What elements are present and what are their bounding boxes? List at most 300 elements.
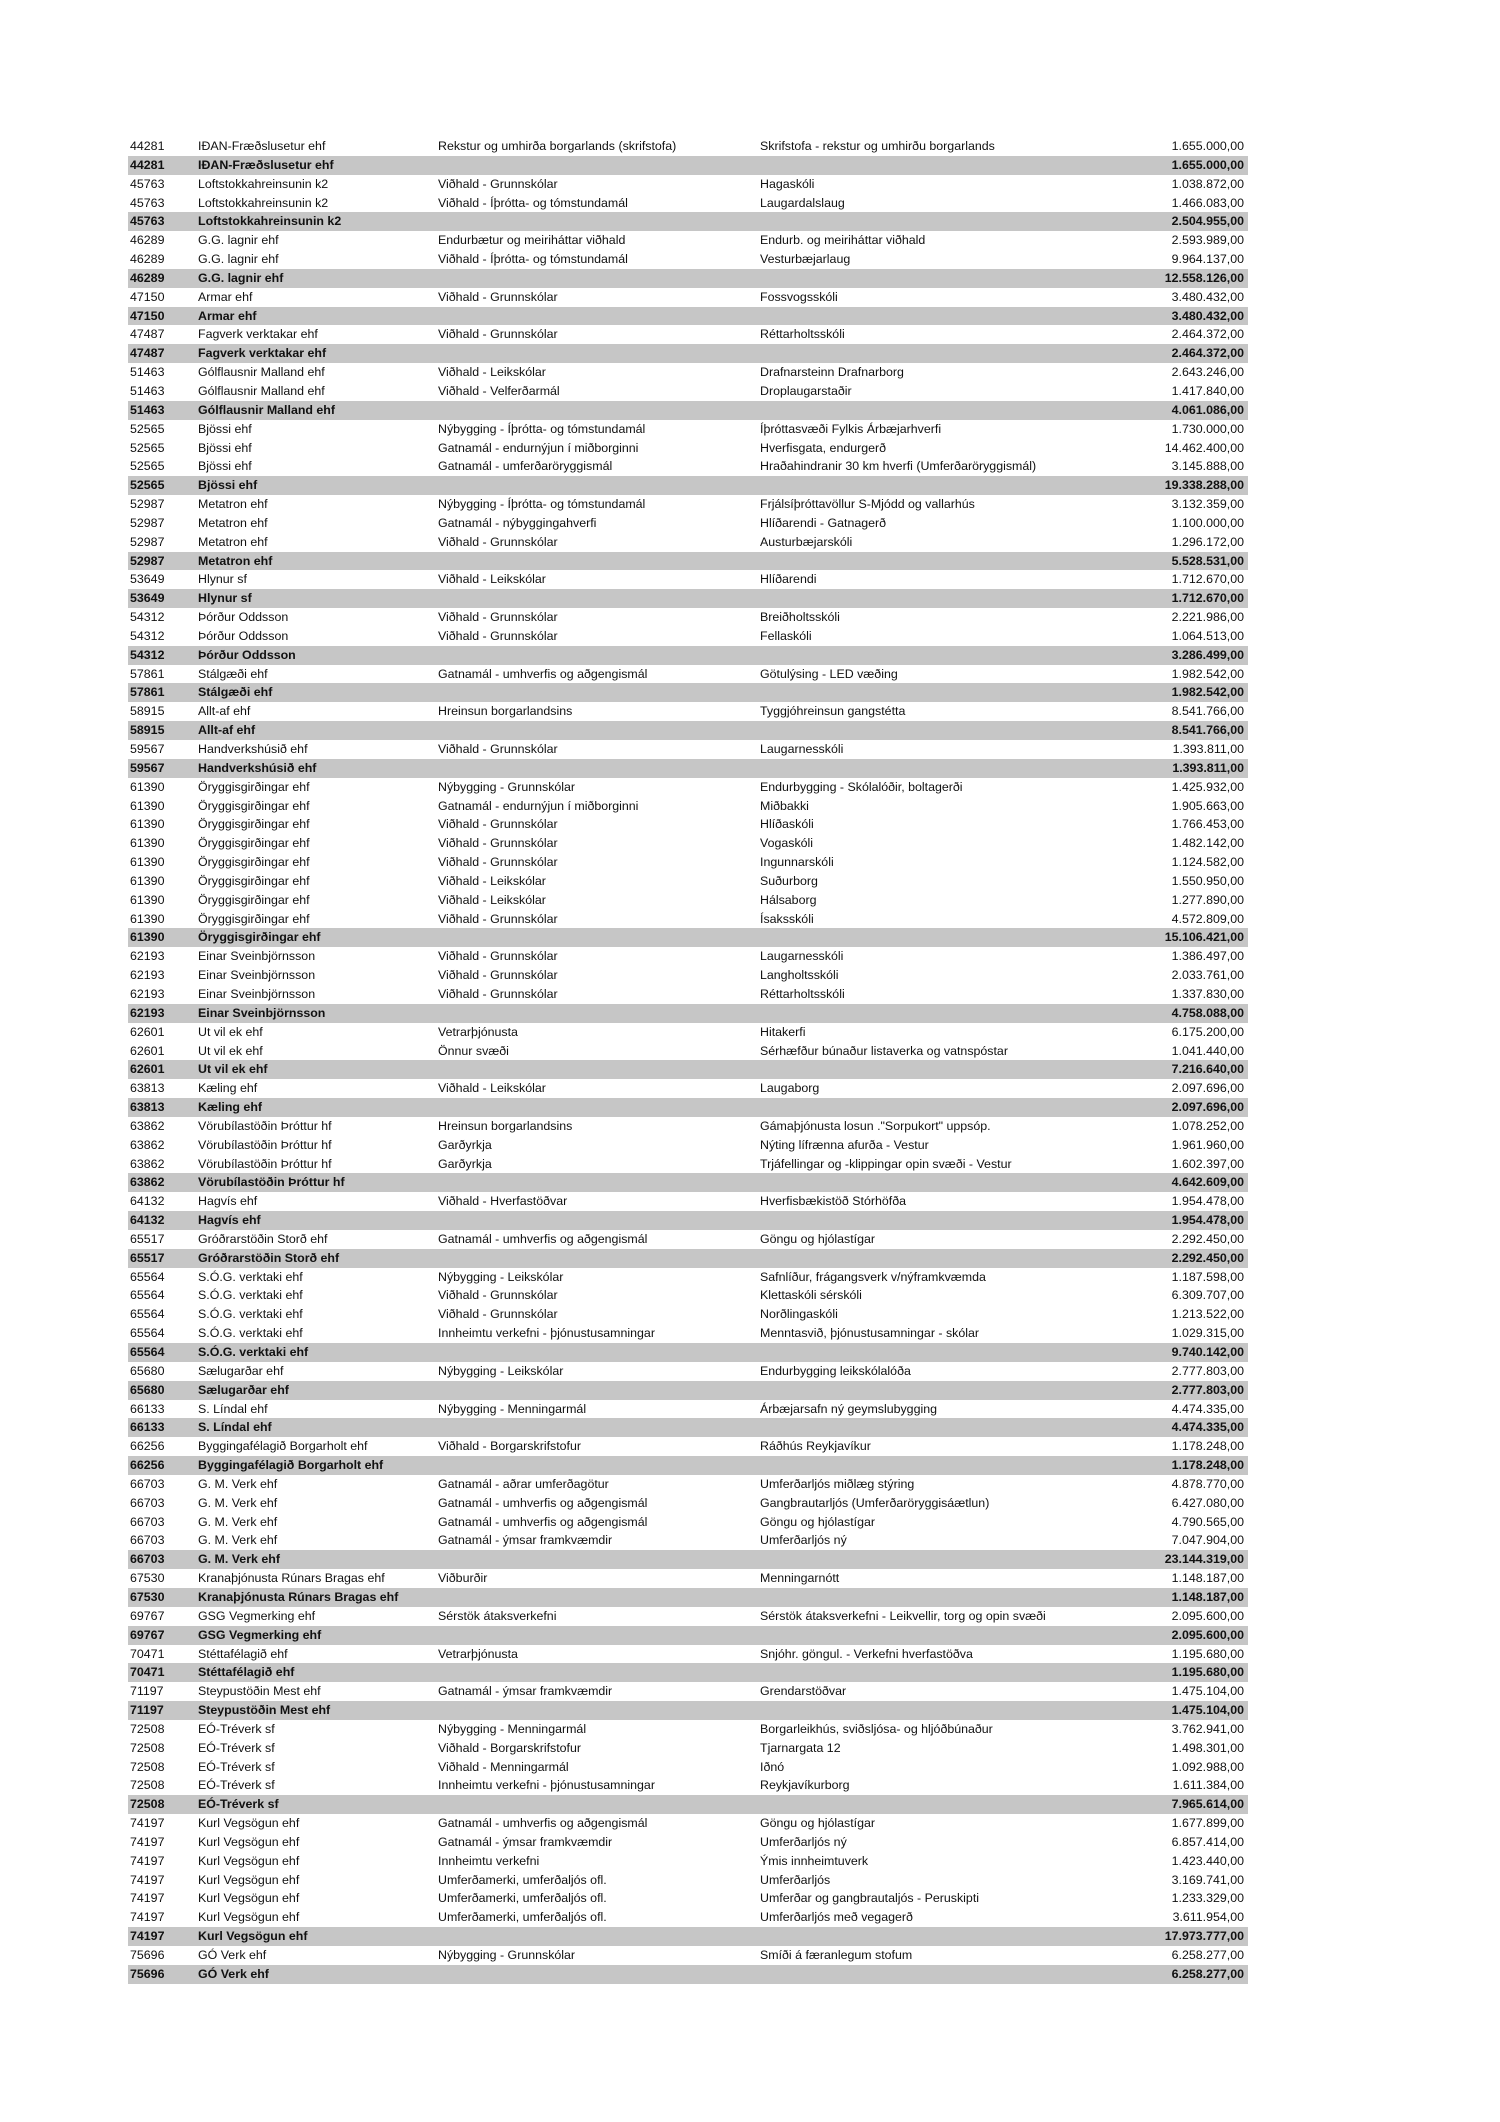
vendor-name-cell: S.Ó.G. verktaki ehf: [198, 1326, 303, 1341]
vendor-id-cell: 65564: [130, 1269, 165, 1284]
vendor-id-cell: 72508: [128, 1795, 196, 1814]
project-cell: [758, 212, 1098, 231]
vendor-name-cell: G. M. Verk ehf: [198, 1514, 278, 1529]
vendor-name-cell: Allt-af ehf: [198, 704, 251, 719]
vendor-id-cell: 54312: [128, 646, 196, 665]
project-cell: [758, 1004, 1098, 1023]
project-cell: Laugarnesskóli: [760, 742, 844, 756]
category-cell: [436, 212, 758, 231]
amount-cell: 7.216.640,00: [1098, 1060, 1248, 1079]
vendor-name-cell: Kurl Vegsögun ehf: [198, 1910, 300, 1925]
project-cell: [758, 1626, 1098, 1645]
amount-cell: 2.033.761,00: [1171, 968, 1244, 983]
subtotal-row: [128, 1663, 1248, 1682]
table-row: [128, 439, 1248, 458]
category-cell: [436, 721, 758, 740]
subtotal-row: [128, 1249, 1248, 1268]
table-row: [128, 1607, 1248, 1626]
table-row: [128, 1494, 1248, 1513]
vendor-id-cell: 74197: [130, 1910, 165, 1925]
vendor-id-cell: 66703: [128, 1550, 196, 1569]
table-row: [128, 1042, 1248, 1061]
project-cell: Umferðarljós ný: [760, 1834, 847, 1849]
category-cell: [436, 1060, 758, 1079]
vendor-name-cell: Byggingafélagið Borgarholt ehf: [196, 1456, 436, 1475]
vendor-name-cell: Bjössi ehf: [198, 421, 252, 436]
vendor-name-cell: Steypustöðin Mest ehf: [198, 1684, 321, 1699]
table-row: [128, 1682, 1248, 1701]
project-cell: Safnlíður, frágangsverk v/nýframkvæmda: [760, 1269, 986, 1284]
project-cell: [758, 1965, 1098, 1984]
category-cell: [436, 344, 758, 363]
vendor-id-cell: 62193: [130, 949, 165, 964]
vendor-name-cell: EÓ-Tréverk sf: [198, 1778, 275, 1793]
category-cell: Viðhald - Grunnskólar: [438, 1288, 558, 1303]
vendor-name-cell: Kurl Vegsögun ehf: [198, 1891, 300, 1906]
amount-cell: 2.593.989,00: [1171, 233, 1244, 248]
table-row: [128, 853, 1248, 872]
project-cell: Sérstök átaksverkefni - Leikvellir, torg og opin svæði: [760, 1608, 1046, 1623]
category-cell: Vetrarþjónusta: [438, 1646, 518, 1661]
table-row: [128, 194, 1248, 213]
vendor-id-cell: 59567: [128, 759, 196, 778]
vendor-name-cell: GÓ Verk ehf: [196, 1965, 436, 1984]
project-cell: Tjarnargata 12: [760, 1740, 841, 1755]
category-cell: [436, 1701, 758, 1720]
project-cell: [758, 269, 1098, 288]
category-cell: Gatnamál - nýbyggingahverfi: [438, 515, 597, 530]
vendor-id-cell: 64132: [130, 1194, 165, 1209]
project-cell: Menningarnótt: [760, 1571, 840, 1586]
category-cell: Gatnamál - ýmsar framkvæmdir: [438, 1533, 613, 1548]
amount-cell: 1.475.104,00: [1098, 1701, 1248, 1720]
category-cell: Viðhald - Borgarskrifstofur: [438, 1439, 582, 1454]
amount-cell: 1.195.680,00: [1171, 1646, 1244, 1661]
category-cell: Viðhald - Grunnskólar: [438, 628, 558, 643]
project-cell: Íþróttasvæði Fylkis Árbæjarhverfi: [760, 421, 942, 436]
vendor-name-cell: Hlynur sf: [196, 589, 436, 608]
subtotal-row: [128, 1701, 1248, 1720]
project-cell: Umferðarljós miðlæg stýring: [760, 1476, 915, 1491]
project-cell: [758, 1795, 1098, 1814]
vendor-id-cell: 69767: [128, 1626, 196, 1645]
amount-cell: 2.777.803,00: [1171, 1363, 1244, 1378]
amount-cell: 1.961.960,00: [1171, 1137, 1244, 1152]
table-row: [128, 250, 1248, 269]
vendor-id-cell: 61390: [128, 928, 196, 947]
vendor-name-cell: Gólflausnir Malland ehf: [196, 401, 436, 420]
vendor-id-cell: 70471: [128, 1663, 196, 1682]
table-row: [128, 1400, 1248, 1419]
project-cell: Réttarholtsskóli: [760, 327, 845, 342]
subtotal-row: [128, 1418, 1248, 1437]
amount-cell: 1.038.872,00: [1171, 176, 1244, 191]
table-row: [128, 1362, 1248, 1381]
table-row: [128, 457, 1248, 476]
amount-cell: 4.572.809,00: [1171, 911, 1244, 926]
vendor-id-cell: 74197: [130, 1891, 165, 1906]
category-cell: Viðhald - Leikskólar: [438, 1081, 546, 1096]
amount-cell: 1.655.000,00: [1171, 139, 1244, 153]
category-cell: Viðhald - Grunnskólar: [438, 176, 558, 191]
amount-cell: 1.064.513,00: [1171, 628, 1244, 643]
vendor-name-cell: Kurl Vegsögun ehf: [198, 1834, 300, 1849]
subtotal-row: [128, 1098, 1248, 1117]
vendor-name-cell: EÓ-Tréverk sf: [198, 1721, 275, 1736]
amount-cell: 1.954.478,00: [1171, 1194, 1244, 1209]
category-cell: Innheimtu verkefni - þjónustusamningar: [438, 1326, 655, 1341]
amount-cell: 2.464.372,00: [1098, 344, 1248, 363]
subtotal-row: [128, 552, 1248, 571]
payments-table: [128, 137, 1248, 1984]
category-cell: [436, 1211, 758, 1230]
amount-cell: 8.541.766,00: [1171, 704, 1244, 719]
table-row: [128, 1079, 1248, 1098]
category-cell: Önnur svæði: [438, 1043, 509, 1058]
project-cell: Klettaskóli sérskóli: [760, 1288, 862, 1303]
amount-cell: 1.466.083,00: [1171, 195, 1244, 210]
vendor-id-cell: 58915: [128, 721, 196, 740]
vendor-name-cell: Einar Sveinbjörnsson: [196, 1004, 436, 1023]
vendor-name-cell: Kurl Vegsögun ehf: [196, 1927, 436, 1946]
project-cell: Droplaugarstaðir: [760, 383, 852, 398]
vendor-name-cell: G. M. Verk ehf: [198, 1476, 278, 1491]
project-cell: Hlíðarendi: [760, 572, 817, 587]
category-cell: Nýbygging - Leikskólar: [438, 1363, 564, 1378]
vendor-name-cell: Kurl Vegsögun ehf: [198, 1816, 300, 1831]
amount-cell: 12.558.126,00: [1098, 269, 1248, 288]
vendor-name-cell: IÐAN-Fræðslusetur ehf: [198, 139, 326, 153]
vendor-id-cell: 52565: [130, 421, 165, 436]
vendor-id-cell: 66703: [130, 1533, 165, 1548]
amount-cell: 6.175.200,00: [1171, 1024, 1244, 1039]
category-cell: [436, 1343, 758, 1362]
vendor-name-cell: Metatron ehf: [198, 515, 268, 530]
project-cell: [758, 589, 1098, 608]
amount-cell: 1.423.440,00: [1171, 1853, 1244, 1868]
amount-cell: 1.296.172,00: [1171, 534, 1244, 549]
subtotal-row: [128, 1795, 1248, 1814]
amount-cell: 1.213.522,00: [1171, 1307, 1244, 1322]
amount-cell: 1.386.497,00: [1171, 949, 1244, 964]
amount-cell: 4.061.086,00: [1098, 401, 1248, 420]
category-cell: [436, 1965, 758, 1984]
amount-cell: 6.427.080,00: [1171, 1495, 1244, 1510]
amount-cell: 2.097.696,00: [1098, 1098, 1248, 1117]
vendor-id-cell: 63862: [128, 1173, 196, 1192]
category-cell: Nýbygging - Menningarmál: [438, 1401, 587, 1416]
category-cell: [436, 1795, 758, 1814]
table-row: [128, 1871, 1248, 1890]
table-row: [128, 1645, 1248, 1664]
table-row: [128, 797, 1248, 816]
category-cell: [436, 1173, 758, 1192]
project-cell: Skrifstofa - rekstur og umhirðu borgarlands: [760, 139, 995, 153]
category-cell: Vetrarþjónusta: [438, 1024, 518, 1039]
vendor-name-cell: Einar Sveinbjörnsson: [198, 949, 316, 964]
category-cell: Viðhald - Leikskólar: [438, 873, 546, 888]
vendor-id-cell: 67530: [130, 1571, 165, 1586]
vendor-name-cell: IÐAN-Fræðslusetur ehf: [196, 156, 436, 175]
table-row: [128, 363, 1248, 382]
vendor-name-cell: S.Ó.G. verktaki ehf: [196, 1343, 436, 1362]
amount-cell: 4.878.770,00: [1171, 1476, 1244, 1491]
vendor-id-cell: 65517: [130, 1231, 165, 1246]
table-row: [128, 665, 1248, 684]
amount-cell: 1.766.453,00: [1171, 817, 1244, 832]
project-cell: [758, 552, 1098, 571]
subtotal-row: [128, 1626, 1248, 1645]
vendor-name-cell: Vörubílastöðin Þróttur hf: [196, 1173, 436, 1192]
category-cell: [436, 1550, 758, 1569]
table-row: [128, 1852, 1248, 1871]
project-cell: Suðurborg: [760, 873, 818, 888]
vendor-id-cell: 66133: [128, 1418, 196, 1437]
vendor-id-cell: 65564: [130, 1288, 165, 1303]
vendor-id-cell: 45763: [128, 212, 196, 231]
category-cell: Rekstur og umhirða borgarlands (skrifstofa): [438, 139, 677, 153]
vendor-name-cell: Bjössi ehf: [198, 459, 252, 474]
vendor-id-cell: 58915: [130, 704, 165, 719]
vendor-id-cell: 52987: [130, 515, 165, 530]
amount-cell: 1.092.988,00: [1171, 1759, 1244, 1774]
project-cell: [758, 1701, 1098, 1720]
amount-cell: 1.041.440,00: [1171, 1043, 1244, 1058]
amount-cell: 1.954.478,00: [1098, 1211, 1248, 1230]
vendor-name-cell: Kurl Vegsögun ehf: [198, 1872, 300, 1887]
amount-cell: 1.730.000,00: [1171, 421, 1244, 436]
project-cell: [758, 1211, 1098, 1230]
category-cell: Viðhald - Grunnskólar: [438, 534, 558, 549]
project-cell: Miðbakki: [760, 798, 809, 813]
vendor-id-cell: 75696: [130, 1948, 165, 1962]
table-row: [128, 137, 1248, 156]
table-row: [128, 1155, 1248, 1174]
amount-cell: 3.286.499,00: [1098, 646, 1248, 665]
project-cell: Laugardalslaug: [760, 195, 845, 210]
amount-cell: 2.097.696,00: [1171, 1081, 1244, 1096]
vendor-id-cell: 74197: [130, 1816, 165, 1831]
vendor-name-cell: Öryggisgirðingar ehf: [196, 928, 436, 947]
vendor-id-cell: 61390: [130, 798, 165, 813]
project-cell: Tyggjóhreinsun gangstétta: [760, 704, 906, 719]
category-cell: Gatnamál - aðrar umferðagötur: [438, 1476, 609, 1491]
amount-cell: 1.611.384,00: [1172, 1778, 1244, 1793]
project-cell: Hraðahindranir 30 km hverfi (Umferðaröryggismál): [760, 459, 1037, 474]
vendor-name-cell: Loftstokkahreinsunin k2: [196, 212, 436, 231]
category-cell: Viðhald - Velferðarmál: [438, 383, 560, 398]
vendor-name-cell: Loftstokkahreinsunin k2: [198, 195, 329, 210]
vendor-id-cell: 44281: [128, 156, 196, 175]
project-cell: [758, 1550, 1098, 1569]
amount-cell: 2.643.246,00: [1171, 365, 1244, 380]
category-cell: Viðhald - Grunnskólar: [438, 327, 558, 342]
vendor-name-cell: Öryggisgirðingar ehf: [198, 798, 310, 813]
vendor-id-cell: 66703: [130, 1495, 165, 1510]
category-cell: Nýbygging - Íþrótta- og tómstundamál: [438, 497, 646, 512]
amount-cell: 1.029.315,00: [1171, 1326, 1244, 1341]
vendor-id-cell: 62193: [130, 986, 165, 1001]
category-cell: Viðhald - Grunnskólar: [438, 855, 558, 870]
vendor-name-cell: Vörubílastöðin Þróttur hf: [198, 1156, 332, 1171]
vendor-id-cell: 46289: [130, 233, 165, 248]
vendor-id-cell: 61390: [130, 836, 165, 851]
vendor-name-cell: Öryggisgirðingar ehf: [198, 836, 310, 851]
amount-cell: 1.475.104,00: [1171, 1684, 1244, 1699]
amount-cell: 6.309.707,00: [1171, 1288, 1244, 1303]
table-row: [128, 420, 1248, 439]
category-cell: Viðhald - Menningarmál: [438, 1759, 569, 1774]
category-cell: Nýbygging - Grunnskólar: [438, 1948, 576, 1962]
project-cell: Hverfisbækistöð Stórhöfða: [760, 1194, 907, 1209]
amount-cell: 3.480.432,00: [1171, 289, 1244, 304]
amount-cell: 2.504.955,00: [1098, 212, 1248, 231]
project-cell: Trjáfellingar og -klippingar opin svæði - Vestur: [760, 1156, 1012, 1171]
project-cell: Fossvogsskóli: [760, 289, 838, 304]
table-row: [128, 702, 1248, 721]
category-cell: Viðhald - Grunnskólar: [438, 817, 558, 832]
category-cell: Hreinsun borgarlandsins: [438, 704, 573, 719]
project-cell: Vogaskóli: [760, 836, 814, 851]
table-row: [128, 1286, 1248, 1305]
project-cell: Göngu og hjólastígar: [760, 1514, 876, 1529]
vendor-id-cell: 72508: [130, 1778, 165, 1793]
category-cell: [436, 1004, 758, 1023]
vendor-id-cell: 62193: [128, 1004, 196, 1023]
table-row: [128, 1758, 1248, 1777]
vendor-id-cell: 63813: [128, 1098, 196, 1117]
vendor-name-cell: Hagvís ehf: [198, 1194, 258, 1209]
project-cell: Umferðarljós: [760, 1872, 831, 1887]
vendor-name-cell: Sælugarðar ehf: [198, 1363, 284, 1378]
project-cell: Hagaskóli: [760, 176, 815, 191]
category-cell: Umferðamerki, umferðaljós ofl.: [438, 1872, 607, 1887]
subtotal-row: [128, 1927, 1248, 1946]
table-row: [128, 495, 1248, 514]
table-row: [128, 891, 1248, 910]
vendor-id-cell: 61390: [130, 779, 165, 794]
vendor-name-cell: S.Ó.G. verktaki ehf: [198, 1288, 303, 1303]
vendor-id-cell: 47150: [130, 289, 165, 304]
category-cell: [436, 1098, 758, 1117]
amount-cell: 3.145.888,00: [1171, 459, 1244, 474]
vendor-name-cell: Öryggisgirðingar ehf: [198, 855, 310, 870]
project-cell: Hitakerfi: [760, 1024, 806, 1039]
category-cell: Umferðamerki, umferðaljós ofl.: [438, 1910, 607, 1925]
payments-table-body: [128, 137, 1248, 1984]
vendor-name-cell: Metatron ehf: [196, 552, 436, 571]
category-cell: Nýbygging - Grunnskólar: [438, 779, 576, 794]
vendor-id-cell: 69767: [130, 1608, 165, 1623]
project-cell: Hlíðaskóli: [760, 817, 814, 832]
vendor-name-cell: Gróðrarstöðin Storð ehf: [198, 1231, 328, 1246]
project-cell: Hálsaborg: [760, 892, 817, 907]
amount-cell: 3.169.741,00: [1171, 1872, 1244, 1887]
vendor-name-cell: Handverkshúsið ehf: [198, 742, 308, 756]
amount-cell: 1.655.000,00: [1098, 156, 1248, 175]
table-row: [128, 1136, 1248, 1155]
table-row: [128, 966, 1248, 985]
project-cell: Borgarleikhús, sviðsljósa- og hljóðbúnaður: [760, 1721, 993, 1736]
category-cell: [436, 552, 758, 571]
category-cell: Innheimtu verkefni - þjónustusamningar: [438, 1778, 655, 1793]
category-cell: [436, 683, 758, 702]
project-cell: [758, 401, 1098, 420]
project-cell: Umferðarljós með vegagerð: [760, 1910, 913, 1925]
table-row: [128, 1814, 1248, 1833]
amount-cell: 1.712.670,00: [1171, 572, 1244, 587]
amount-cell: 1.905.663,00: [1171, 798, 1244, 813]
amount-cell: 1.195.680,00: [1098, 1663, 1248, 1682]
vendor-name-cell: S. Líndal ehf: [196, 1418, 436, 1437]
vendor-id-cell: 61390: [130, 892, 165, 907]
category-cell: [436, 1249, 758, 1268]
subtotal-row: [128, 1211, 1248, 1230]
table-row: [128, 1833, 1248, 1852]
subtotal-row: [128, 1173, 1248, 1192]
subtotal-row: [128, 307, 1248, 326]
vendor-id-cell: 67530: [128, 1588, 196, 1607]
category-cell: Gatnamál - umhverfis og aðgengismál: [438, 1495, 648, 1510]
vendor-name-cell: Fagverk verktakar ehf: [198, 327, 318, 342]
category-cell: Gatnamál - umhverfis og aðgengismál: [438, 666, 648, 681]
table-row: [128, 1720, 1248, 1739]
vendor-name-cell: Ut vil ek ehf: [198, 1043, 263, 1058]
vendor-name-cell: Ut vil ek ehf: [196, 1060, 436, 1079]
subtotal-row: [128, 589, 1248, 608]
vendor-name-cell: Einar Sveinbjörnsson: [198, 968, 316, 983]
table-row: [128, 1023, 1248, 1042]
project-cell: [758, 1418, 1098, 1437]
amount-cell: 1.078.252,00: [1171, 1118, 1244, 1133]
category-cell: Gatnamál - ýmsar framkvæmdir: [438, 1834, 613, 1849]
vendor-id-cell: 63862: [130, 1137, 165, 1152]
category-cell: Nýbygging - Íþrótta- og tómstundamál: [438, 421, 646, 436]
table-row: [128, 1268, 1248, 1287]
vendor-id-cell: 75696: [128, 1965, 196, 1984]
amount-cell: 1.148.187,00: [1171, 1571, 1244, 1586]
table-row: [128, 1889, 1248, 1908]
category-cell: [436, 928, 758, 947]
subtotal-row: [128, 1456, 1248, 1475]
amount-cell: 6.258.277,00: [1171, 1948, 1244, 1962]
vendor-name-cell: Kranaþjónusta Rúnars Bragas ehf: [196, 1588, 436, 1607]
category-cell: [436, 269, 758, 288]
vendor-name-cell: Stálgæði ehf: [198, 666, 268, 681]
category-cell: Viðhald - Grunnskólar: [438, 610, 558, 625]
category-cell: Viðhald - Íþrótta- og tómstundamál: [438, 252, 628, 267]
project-cell: Gámaþjónusta losun ."Sorpukort" uppsóp.: [760, 1118, 991, 1133]
project-cell: Endurb. og meiriháttar viðhald: [760, 233, 926, 248]
amount-cell: 1.498.301,00: [1171, 1740, 1244, 1755]
category-cell: Hreinsun borgarlandsins: [438, 1118, 573, 1133]
vendor-name-cell: G. M. Verk ehf: [198, 1495, 278, 1510]
category-cell: Viðhald - Grunnskólar: [438, 949, 558, 964]
table-row: [128, 740, 1248, 759]
category-cell: [436, 1626, 758, 1645]
vendor-id-cell: 63862: [130, 1156, 165, 1171]
amount-cell: 1.425.932,00: [1171, 779, 1244, 794]
vendor-id-cell: 47150: [128, 307, 196, 326]
table-row: [128, 910, 1248, 929]
project-cell: Laugaborg: [760, 1081, 820, 1096]
vendor-name-cell: Öryggisgirðingar ehf: [198, 779, 310, 794]
vendor-name-cell: Vörubílastöðin Þróttur hf: [198, 1118, 332, 1133]
vendor-name-cell: Stéttafélagið ehf: [198, 1646, 288, 1661]
amount-cell: 4.474.335,00: [1171, 1401, 1244, 1416]
subtotal-row: [128, 1550, 1248, 1569]
project-cell: [758, 344, 1098, 363]
